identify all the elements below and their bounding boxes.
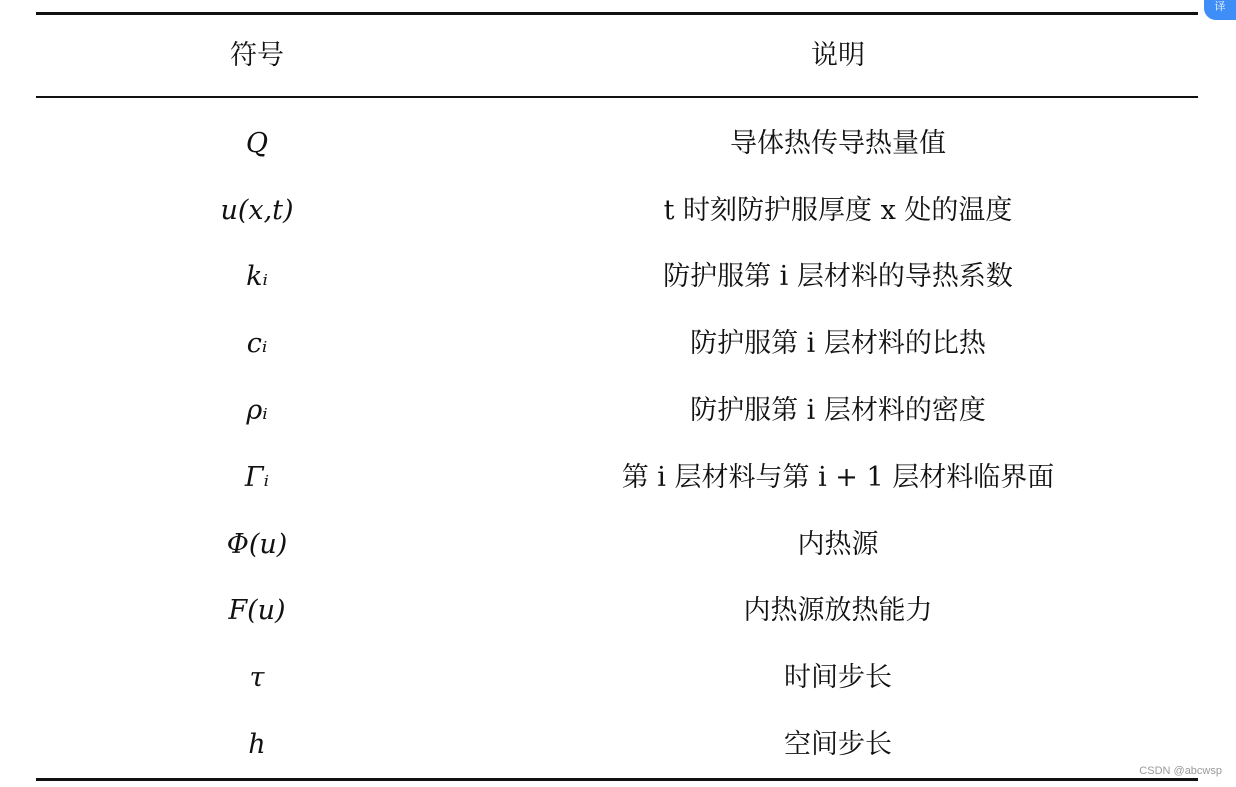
table-row: [36, 578, 1198, 645]
description-cell: 防护服第 i 层材料的比热: [690, 328, 986, 360]
table-row: [36, 377, 1198, 444]
symbol-cell: cᵢ: [246, 328, 268, 360]
watermark: CSDN @abcwsp: [1139, 765, 1222, 777]
table-row: [36, 444, 1198, 511]
header-description: 说明: [811, 40, 865, 71]
description-cell: 防护服第 i 层材料的导热系数: [663, 261, 1013, 293]
symbol-cell: kᵢ: [246, 261, 268, 293]
symbol-cell: F(u): [228, 595, 286, 627]
symbol-cell: Φ(u): [226, 528, 288, 560]
table-row: [36, 711, 1198, 778]
description-cell: 内热源: [797, 528, 879, 560]
symbol-table: [36, 12, 1198, 781]
table-row: [36, 244, 1198, 311]
symbol-cell: ρᵢ: [246, 395, 268, 427]
table-row: [36, 110, 1198, 177]
translate-icon: 译: [1214, 0, 1226, 13]
description-cell: 防护服第 i 层材料的密度: [690, 395, 986, 427]
description-cell: t 时刻防护服厚度 x 处的温度: [663, 194, 1013, 226]
description-cell: 导体热传导热量值: [730, 127, 946, 159]
header-symbol: 符号: [230, 40, 284, 71]
description-cell: 内热源放热能力: [743, 595, 933, 627]
table-header-row: [36, 15, 1198, 96]
symbol-cell: u(x,t): [220, 194, 294, 226]
description-cell: 第 i 层材料与第 i + 1 层材料临界面: [621, 461, 1055, 493]
table-row: [36, 511, 1198, 578]
table-row: [36, 310, 1198, 377]
symbol-cell: τ: [249, 662, 265, 694]
symbol-cell: Q: [245, 127, 269, 159]
table-body: [36, 98, 1198, 778]
table-row: [36, 644, 1198, 711]
table-row: [36, 177, 1198, 244]
description-cell: 时间步长: [784, 662, 892, 694]
symbol-cell: h: [248, 729, 266, 761]
translate-badge[interactable]: [1204, 0, 1236, 20]
description-cell: 空间步长: [784, 729, 892, 761]
symbol-cell: Γᵢ: [244, 461, 270, 493]
table-bottom-rule: [36, 778, 1198, 781]
